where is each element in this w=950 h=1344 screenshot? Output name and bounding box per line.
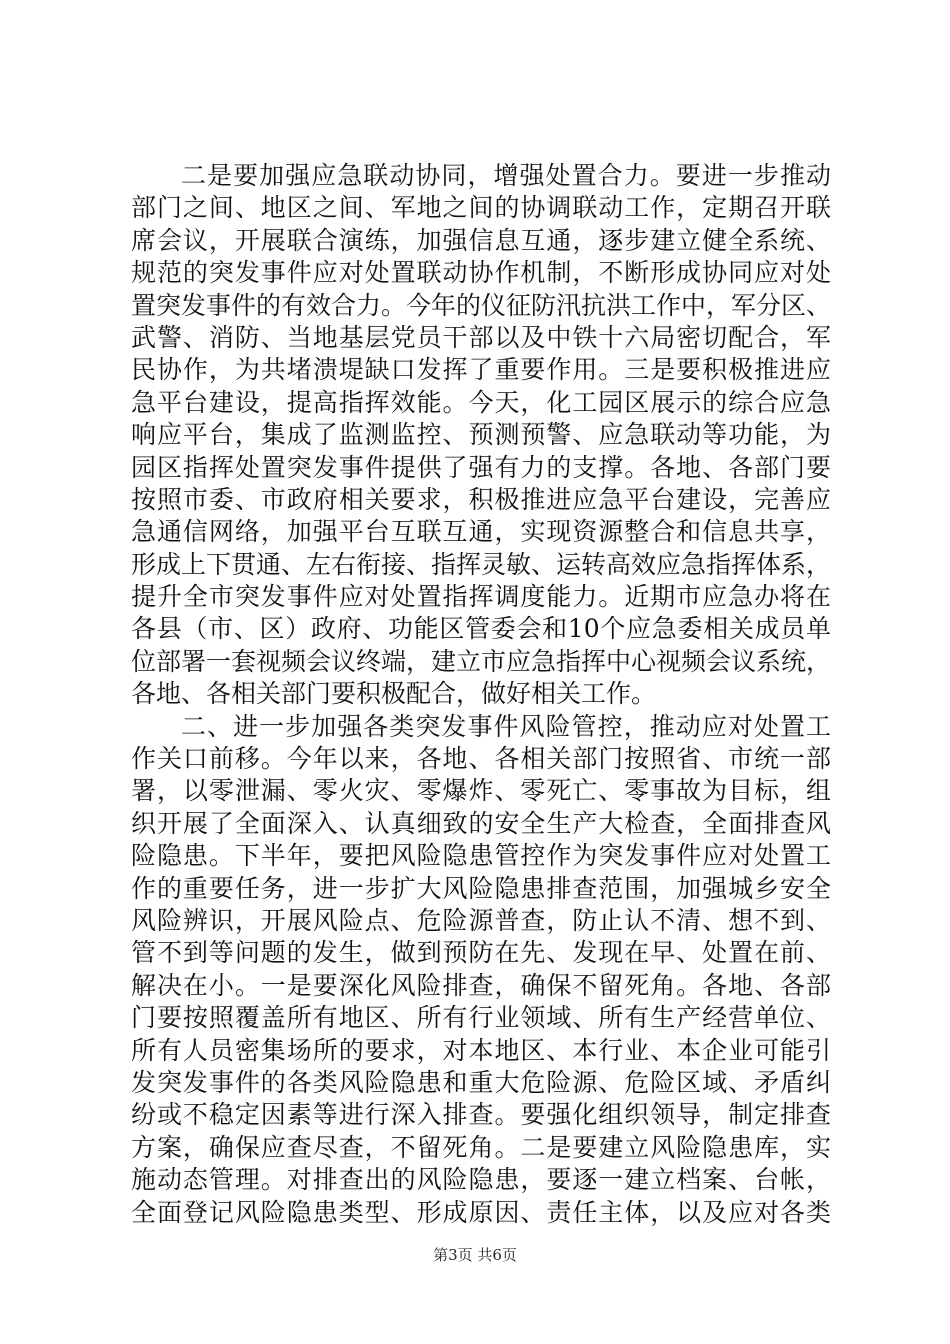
text-line: 管不到等问题的发生，做到预防在先、发现在早、处置在前、 (131, 938, 831, 968)
text-line: 响应平台，集成了监测监控、预测预警、应急联动等功能，为 (131, 420, 831, 450)
text-line: 全面登记风险隐患类型、形成原因、责任主体，以及应对各类 (131, 1197, 831, 1227)
text-line: 织开展了全面深入、认真细致的安全生产大检查，全面排查风 (131, 808, 831, 838)
text-line: 民协作，为共堵溃堤缺口发挥了重要作用。三是要积极推进应 (131, 355, 831, 385)
text-line: 置突发事件的有效合力。今年的仪征防汛抗洪工作中，军分区、 (131, 290, 832, 320)
text-line: 险隐患。下半年，要把风险隐患管控作为突发事件应对处置工 (131, 841, 831, 871)
text-line: 解决在小。一是要深化风险排查，确保不留死角。各地、各部 (131, 970, 831, 1000)
text-line: 提升全市突发事件应对处置指挥调度能力。近期市应急办将在 (131, 582, 831, 612)
text-line: 武警、消防、当地基层党员干部以及中铁十六局密切配合，军 (131, 322, 831, 352)
text-line: 位部署一套视频会议终端，建立市应急指挥中心视频会议系统， (131, 646, 832, 676)
text-line: 纷或不稳定因素等进行深入排查。要强化组织领导，制定排查 (131, 1100, 831, 1130)
text-line: 席会议，开展联合演练，加强信息互通，逐步建立健全系统、 (131, 225, 831, 255)
text-line: 所有人员密集场所的要求，对本地区、本行业、本企业可能引 (131, 1035, 831, 1065)
text-line: 急平台建设，提高指挥效能。今天，化工园区展示的综合应急 (131, 387, 831, 417)
page-number: 第3页 共6页 (433, 1246, 517, 1264)
text-line: 二是要加强应急联动协同，增强处置合力。要进一步推动 (181, 161, 831, 190)
text-line: 风险辨识，开展风险点、危险源普查，防止认不清、想不到、 (131, 905, 831, 935)
text-line: 署，以零泄漏、零火灾、零爆炸、零死亡、零事故为目标，组 (131, 776, 831, 806)
text-line: 作关口前移。今年以来，各地、各相关部门按照省、市统一部 (131, 744, 831, 774)
text-line: 部门之间、地区之间、军地之间的协调联动工作，定期召开联 (131, 193, 831, 223)
text-line: 形成上下贯通、左右衔接、指挥灵敏、运转高效应急指挥体系， (131, 549, 832, 579)
text-line: 发突发事件的各类风险隐患和重大危险源、危险区域、矛盾纠 (131, 1067, 831, 1097)
text-line: 各县（市、区）政府、功能区管委会和10个应急委相关成员单 (131, 614, 831, 644)
text-line: 规范的突发事件应对处置联动协作机制，不断形成协同应对处 (131, 258, 831, 288)
text-line: 急通信网络，加强平台互联互通，实现资源整合和信息共享， (131, 517, 831, 547)
text-line: 门要按照覆盖所有地区、所有行业领域、所有生产经营单位、 (131, 1003, 831, 1033)
text-line: 方案，确保应查尽查，不留死角。二是要建立风险隐患库，实 (131, 1132, 831, 1162)
text-line: 各地、各相关部门要积极配合，做好相关工作。 (131, 679, 657, 709)
text-line: 按照市委、市政府相关要求，积极推进应急平台建设，完善应 (131, 484, 831, 514)
text-line: 二、进一步加强各类突发事件风险管控，推动应对处置工 (181, 711, 831, 741)
text-line: 作的重要任务，进一步扩大风险隐患排查范围，加强城乡安全 (131, 873, 831, 903)
text-line: 园区指挥处置突发事件提供了强有力的支撑。各地、各部门要 (131, 452, 831, 482)
body-text (131, 160, 831, 1229)
text-line: 施动态管理。对排查出的风险隐患，要逐一建立档案、台帐， (131, 1165, 831, 1195)
